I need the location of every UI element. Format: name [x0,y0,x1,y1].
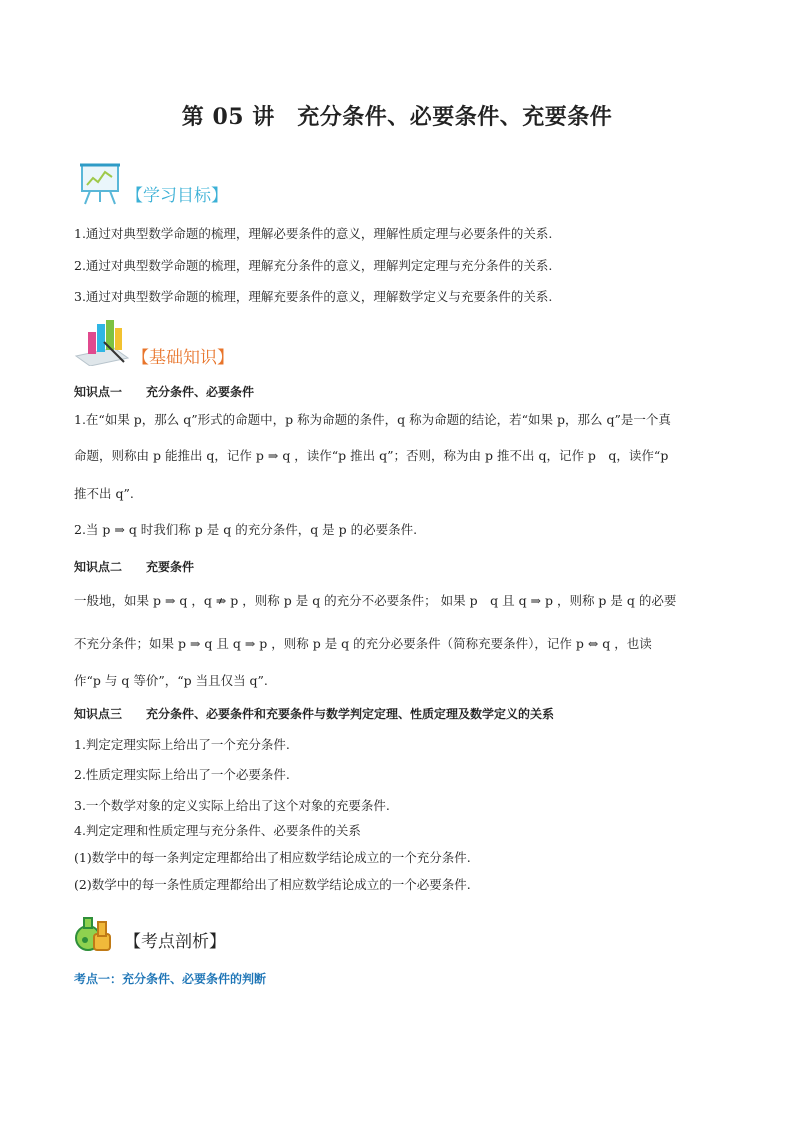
kp1-line-4: 2.当 p ⇒ q 时我们称 p 是 q 的充分条件，q 是 p 的必要条件. [74,522,418,537]
kp3-item-3: 3.一个数学对象的定义实际上给出了这个对象的充要条件. [74,798,390,813]
bar-chart-book-icon [74,318,130,370]
kp1-line-2: 命题，则称由 p 能推出 q，记作 p ⇒ q ，读作“p 推出 q”；否则，称为由 p 推不出 q，记作 p q，读作“p [74,448,669,463]
goal-item-3: 3.通过对典型数学命题的梳理，理解充要条件的意义，理解数学定义与充要条件的关系. [74,289,553,304]
goal-item-2: 2.通过对典型数学命题的梳理，理解充分条件的意义，理解判定定理与充分条件的关系. [74,258,553,273]
kp3-title: 充分条件、必要条件和充要条件与数学判定定理、性质定理及数学定义的关系 [146,707,555,721]
kp1-title: 充分条件、必要条件 [146,385,255,399]
kp2-line-1: 一般地，如果 p ⇒ q ，q ⇏ p ，则称 p 是 q 的充分不必要条件； 如果 p q 且 q ⇒ p ，则称 p 是 q 的必要 [74,593,677,608]
kp3-item-1: 1.判定定理实际上给出了一个充分条件. [74,737,290,752]
chemistry-flask-icon [74,912,120,956]
exam-point-1-title: 考点一：充分条件、必要条件的判断 [74,972,267,986]
goals-label: 【学习目标】 [126,186,228,206]
kp3-item-4: 4.判定定理和性质定理与充分条件、必要条件的关系 [74,823,361,838]
knowledge-point-2-heading [74,558,194,575]
kp2-number: 知识点二 [74,560,123,574]
kp1-line-1: 1.在“如果 p，那么 q”形式的命题中，p 称为命题的条件，q 称为命题的结论，若“如果 p，那么 q”是一个真 [74,412,671,427]
knowledge-point-1-heading [74,383,254,400]
goals-header [78,160,228,210]
kp3-item-5: (1)数学中的每一条判定定理都给出了相应数学结论成立的一个充分条件. [74,850,471,865]
exam-label: 【考点剖析】 [124,932,226,952]
kp1-number: 知识点一 [74,385,123,399]
kp2-line-3: 作“p 与 q 等价”，“p 当且仅当 q”. [74,673,268,688]
page-title: 第 05 讲 充分条件、必要条件、充要条件 [181,104,613,130]
kp3-item-2: 2.性质定理实际上给出了一个必要条件. [74,767,290,782]
goal-item-1: 1.通过对典型数学命题的梳理，理解必要条件的意义，理解性质定理与必要条件的关系. [74,226,553,241]
basics-label: 【基础知识】 [132,348,234,368]
knowledge-point-3-heading [74,705,554,722]
exam-header [74,912,226,956]
kp3-number: 知识点三 [74,707,123,721]
kp3-item-6: (2)数学中的每一条性质定理都给出了相应数学结论成立的一个必要条件. [74,877,471,892]
presentation-board-icon [78,160,124,210]
basics-header [74,318,234,370]
kp2-line-2: 不充分条件；如果 p ⇒ q 且 q ⇒ p ，则称 p 是 q 的充分必要条件（简称充要条件），记作 p ⇔ q ，也读 [74,636,652,651]
kp2-title: 充要条件 [146,560,195,574]
kp1-line-3: 推不出 q”. [74,486,134,501]
